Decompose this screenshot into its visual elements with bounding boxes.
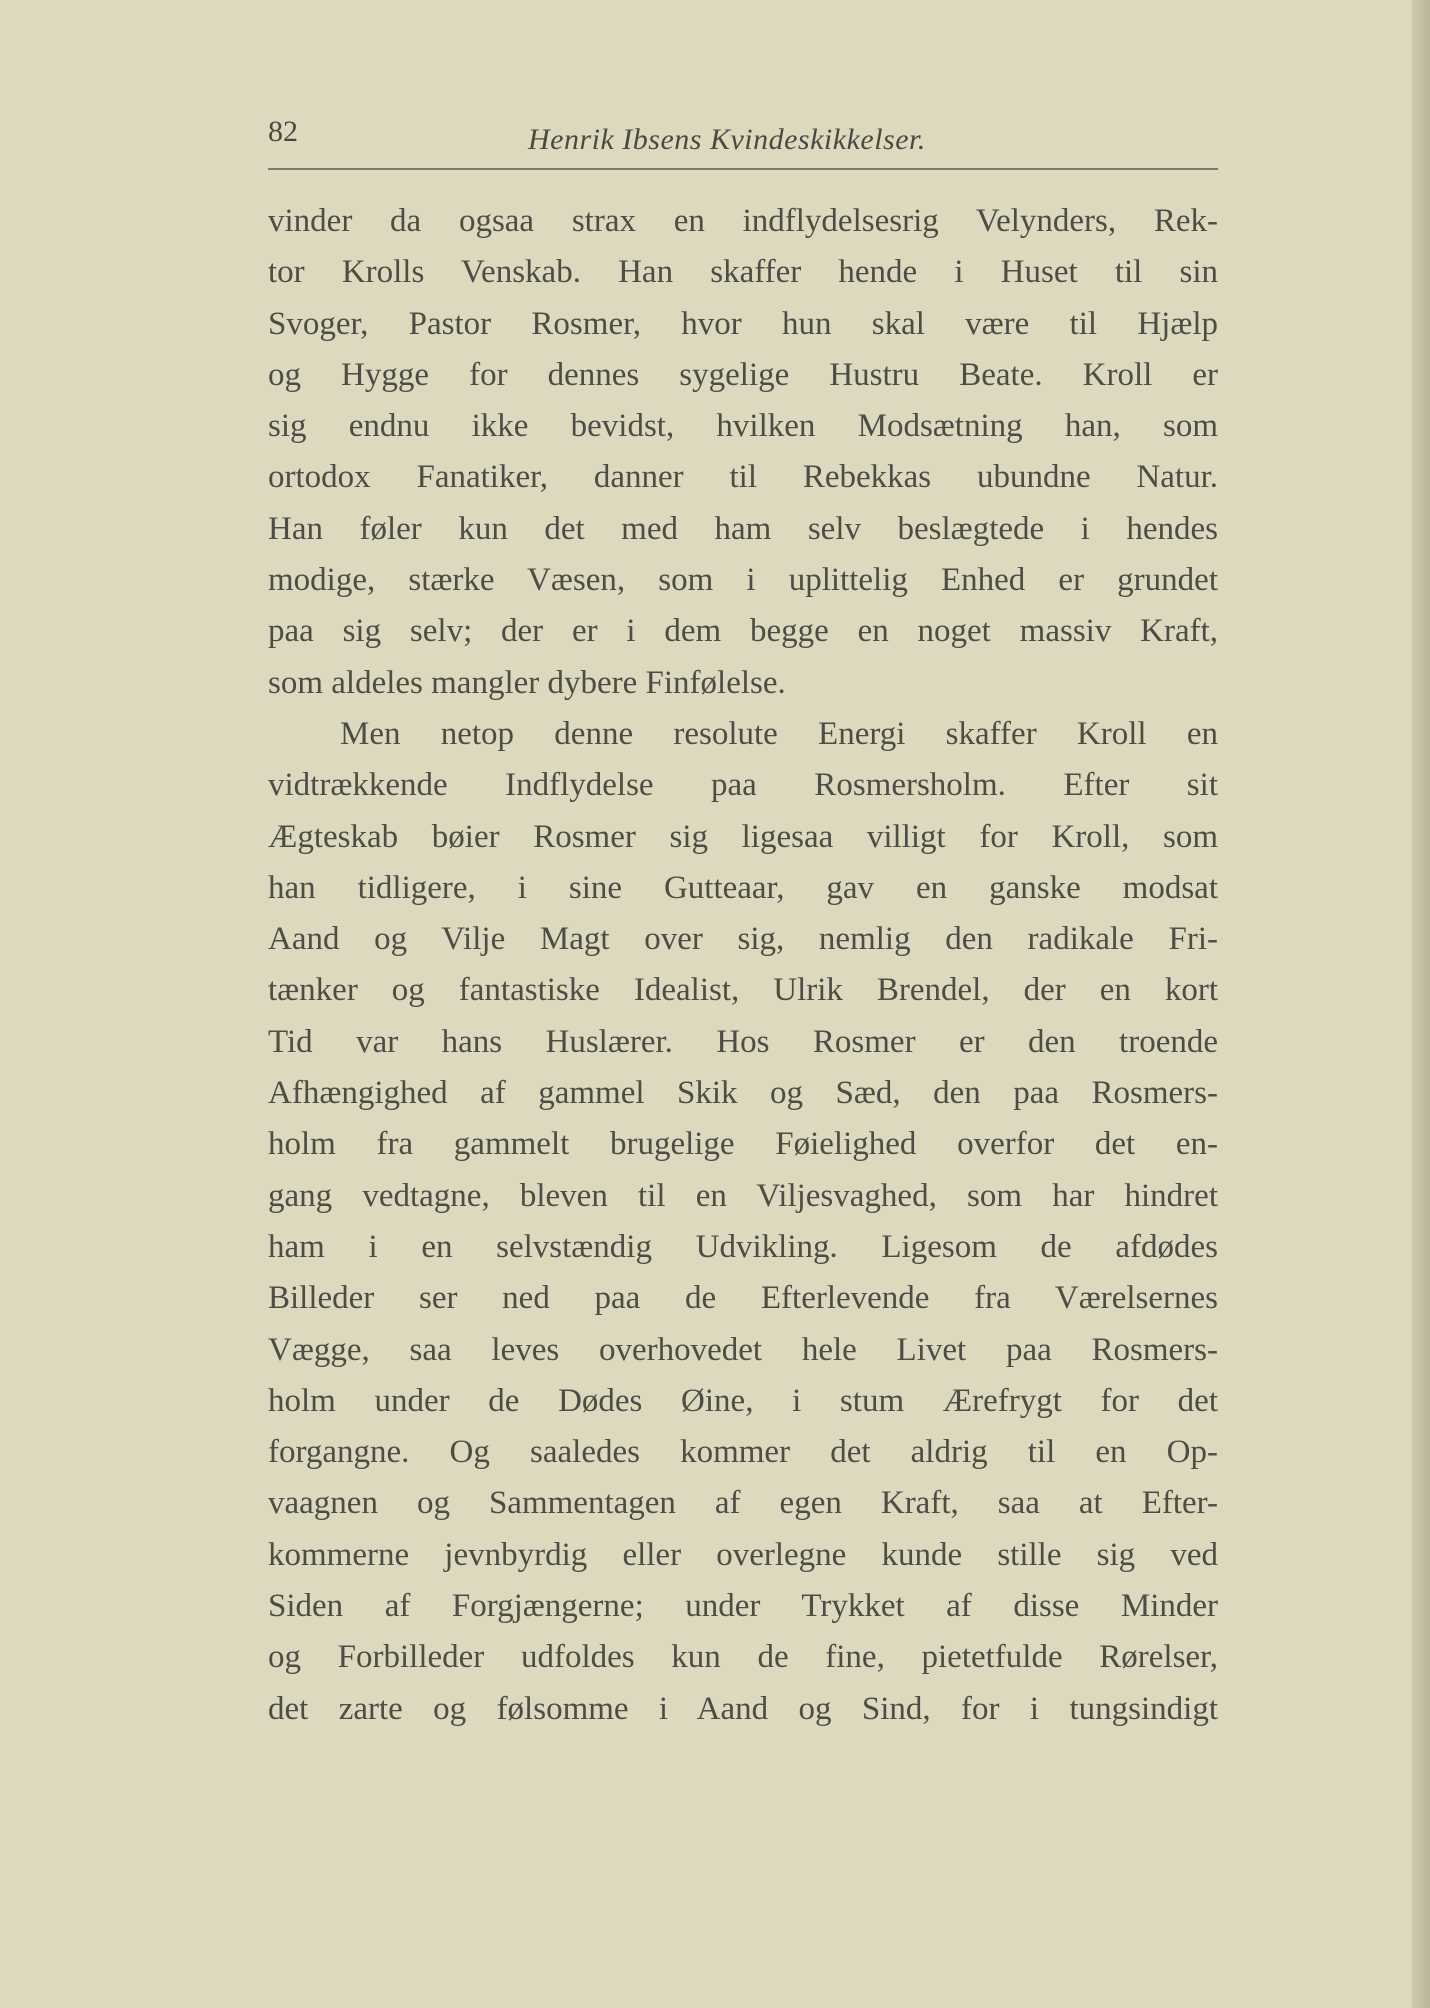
text-line: sig endnu ikke bevidst, hvilken Modsætning han, som [268,408,1218,445]
text-line: og Hygge for dennes sygelige Hustru Beate. Kroll er [268,356,1218,393]
text-line: modige, stærke Væsen, som i uplittelig Enhed er grundet [268,562,1218,599]
header-rule [268,168,1218,170]
text-line: og Forbilleder udfoldes kun de fine, pietetfulde Rørelser, [268,1639,1218,1676]
body-text [268,196,1218,1735]
text-line: Siden af Forgjængerne; under Trykket af disse Minder [268,1588,1218,1625]
text-line: han tidligere, i sine Gutteaar, gav en ganske modsat [268,869,1218,906]
text-line: Tid var hans Huslærer. Hos Rosmer er den troende [268,1023,1218,1060]
text-line: Han føler kun det med ham selv beslægtede i hendes [268,510,1218,547]
page-number: 82 [268,115,298,148]
text-line: Vægge, saa leves overhovedet hele Livet paa Rosmers- [268,1331,1218,1368]
page-header [268,115,1218,155]
text-line: vidtrækkende Indflydelse paa Rosmersholm. Efter sit [268,767,1218,804]
text-line: ortodox Fanatiker, danner til Rebekkas ubundne Natur. [268,459,1218,496]
text-line: Ægteskab bøier Rosmer sig ligesaa villigt for Kroll, som [268,818,1218,855]
text-line: Svoger, Pastor Rosmer, hvor hun skal være til Hjælp [268,305,1218,342]
text-line: holm under de Dødes Øine, i stum Ærefrygt for det [268,1382,1218,1419]
text-line: holm fra gammelt brugelige Føielighed overfor det en- [268,1126,1218,1163]
paragraph-start-line: Men netop denne resolute Energi skaffer Kroll en [340,715,1218,752]
text-line: tænker og fantastiske Idealist, Ulrik Brendel, der en kort [268,972,1218,1009]
text-line: Afhængighed af gammel Skik og Sæd, den paa Rosmers- [268,1075,1218,1112]
text-line: vaagnen og Sammentagen af egen Kraft, saa at Efter- [268,1485,1218,1522]
text-line: det zarte og følsomme i Aand og Sind, for i tungsindigt [268,1690,1218,1727]
text-line: ham i en selvstændig Udvikling. Ligesom de afdødes [268,1228,1218,1265]
text-line: gang vedtagne, bleven til en Viljesvaghed, som har hindret [268,1177,1218,1214]
paragraph-end-line: som aldeles mangler dybere Finfølelse. [268,664,786,701]
text-line: Billeder ser ned paa de Efterlevende fra Værelsernes [268,1280,1218,1317]
running-title: Henrik Ibsens Kvindeskikkelser. [528,123,926,156]
text-line: kommerne jevnbyrdig eller overlegne kunde stille sig ved [268,1536,1218,1573]
text-line: tor Krolls Venskab. Han skaffer hende i Huset til sin [268,254,1218,291]
text-line: paa sig selv; der er i dem begge en noget massiv Kraft, [268,613,1218,650]
page-edge [1412,0,1430,2008]
text-line: vinder da ogsaa strax en indflydelsesrig Velynders, Rek- [268,203,1218,239]
text-line: forgangne. Og saaledes kommer det aldrig til en Op- [268,1434,1218,1471]
text-line: Aand og Vilje Magt over sig, nemlig den radikale Fri- [268,921,1218,958]
